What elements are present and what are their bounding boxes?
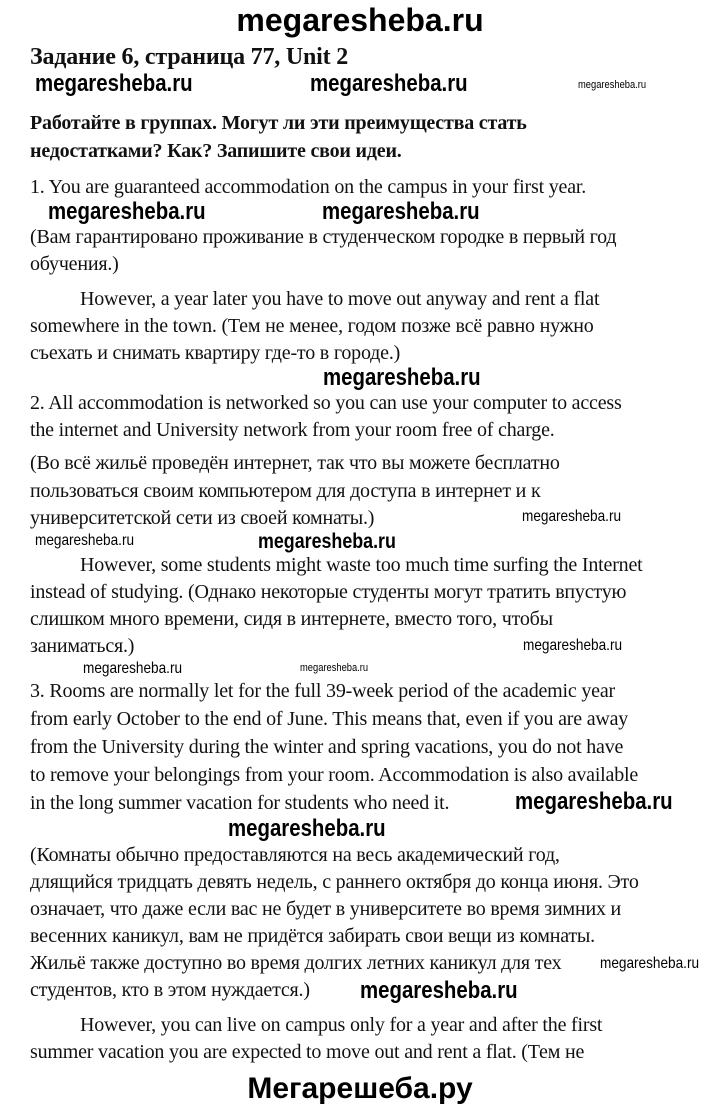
- item2-answer: заниматься.): [30, 635, 135, 657]
- item1-answer: съехать и снимать квартиру где-то в городе.): [30, 342, 401, 364]
- watermark: megaresheba.ru: [323, 364, 481, 391]
- item3-en: from early October to the end of June. This means that, even if you are away: [30, 708, 629, 730]
- item3-ru: означает, что даже если вас не будет в университете во время зимних и: [30, 898, 622, 920]
- task-line: недостатками? Как? Запишите свои идеи.: [30, 140, 402, 162]
- watermark: megaresheba.ru: [300, 662, 369, 674]
- item2-answer: instead of studying. (Однако некоторые студенты могут тратить впустую: [30, 581, 627, 603]
- item3-en: from the University during the winter and spring vacations, you do not have: [30, 736, 624, 758]
- watermark: megaresheba.ru: [523, 637, 623, 654]
- watermark: megaresheba.ru: [522, 508, 622, 525]
- watermark: megaresheba.ru: [35, 70, 193, 97]
- item1-answer: somewhere in the town. (Тем не менее, годом позже всё равно нужно: [30, 315, 594, 337]
- watermark-top: megaresheba.ru: [236, 2, 484, 38]
- watermark: megaresheba.ru: [578, 79, 647, 91]
- watermark: megaresheba.ru: [35, 532, 135, 549]
- watermark: megaresheba.ru: [515, 788, 673, 815]
- item3-en: 3. Rooms are normally let for the full 39-week period of the academic year: [30, 680, 615, 702]
- watermark: megaresheba.ru: [48, 198, 206, 225]
- watermark-footer: Мегарешеба.ру: [247, 1072, 473, 1105]
- watermark: megaresheba.ru: [600, 955, 700, 972]
- item1-answer: However, a year later you have to move out anyway and rent a flat: [80, 288, 600, 310]
- item3-ru: длящийся тридцать девять недель, с раннего октября до конца июня. Это: [30, 871, 639, 893]
- item3-answer: However, you can live on campus only for a year and after the first: [80, 1014, 603, 1036]
- item2-answer: However, some students might waste too much time surfing the Internet: [80, 554, 643, 576]
- item2-en: 2. All accommodation is networked so you can use your computer to access: [30, 392, 622, 414]
- item3-ru: (Комнаты обычно предоставляются на весь академический год,: [30, 844, 560, 866]
- item3-ru: студентов, кто в этом нуждается.): [30, 979, 310, 1001]
- item1-ru: обучения.): [30, 253, 119, 275]
- watermark: megaresheba.ru: [258, 530, 396, 553]
- item2-ru: (Во всё жильё проведён интернет, так что вы можете бесплатно: [30, 452, 560, 474]
- watermark: megaresheba.ru: [322, 198, 480, 225]
- item2-ru: университетской сети из своей комнаты.): [30, 507, 375, 529]
- item2-en: the internet and University network from your room free of charge.: [30, 419, 555, 441]
- item3-ru: Жильё также доступно во время долгих летних каникул для тех: [30, 952, 562, 974]
- item1-en: 1. You are guaranteed accommodation on the campus in your first year.: [30, 176, 587, 198]
- item2-answer: слишком много времени, сидя в интернете, вместо того, чтобы: [30, 608, 553, 630]
- item3-en: in the long summer vacation for students who need it.: [30, 792, 450, 814]
- watermark: megaresheba.ru: [228, 815, 386, 842]
- watermark: megaresheba.ru: [83, 660, 183, 677]
- item1-ru: (Вам гарантировано проживание в студенческом городке в первый год: [30, 226, 617, 248]
- item3-en: to remove your belongings from your room. Accommodation is also available: [30, 764, 639, 786]
- task-line: Работайте в группах. Могут ли эти преимущества стать: [30, 112, 527, 134]
- item3-ru: весенних каникул, вам не придётся забирать свои вещи из комнаты.: [30, 925, 595, 947]
- item3-answer: summer vacation you are expected to move out and rent a flat. (Тем не: [30, 1041, 585, 1063]
- watermark: megaresheba.ru: [310, 70, 468, 97]
- item2-ru: пользоваться своим компьютером для доступа в интернет и к: [30, 480, 541, 502]
- watermark: megaresheba.ru: [360, 977, 518, 1004]
- page-heading: Задание 6, страница 77, Unit 2: [30, 44, 349, 70]
